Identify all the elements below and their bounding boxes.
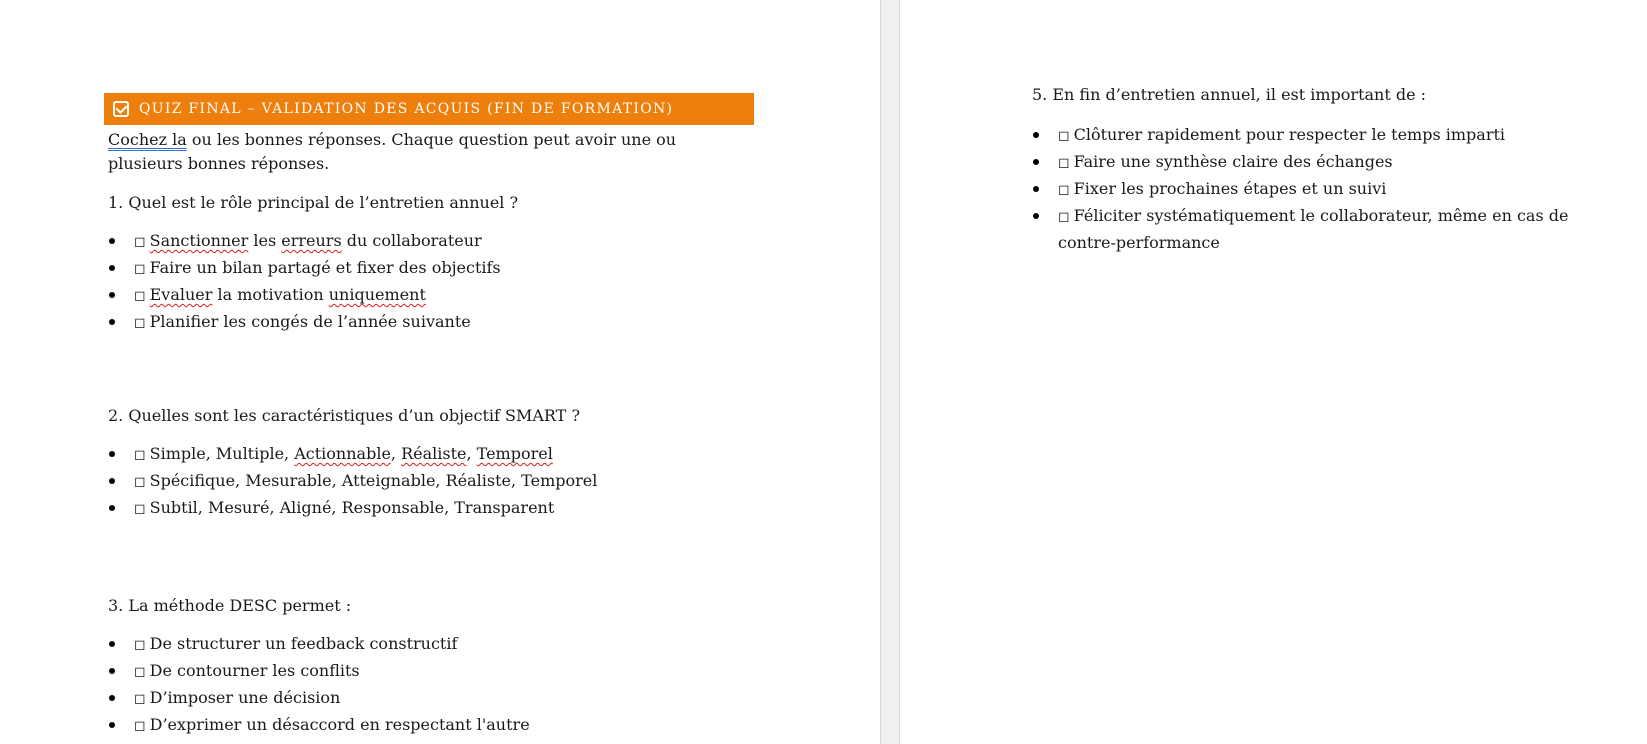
question-2-options <box>108 441 748 522</box>
question-3-title: 3. La méthode DESC permet : <box>108 596 352 615</box>
question-1-title: 1. Quel est le rôle principal de l’entretien annuel ? <box>108 193 519 212</box>
option-item[interactable]: ◻ De contourner les conflits <box>108 658 748 685</box>
option-item[interactable]: ◻ D’exprimer un désaccord en respectant l'autre <box>108 712 748 739</box>
option-item[interactable]: ◻ Féliciter systématiquement le collaborateur, même en cas de contre-performance <box>1032 203 1592 255</box>
checkbox-empty-icon[interactable]: ◻ <box>134 664 146 680</box>
question-2-title: 2. Quelles sont les caractéristiques d’un objectif SMART ? <box>108 406 581 425</box>
checkbox-empty-icon[interactable]: ◻ <box>134 234 146 250</box>
checkbox-empty-icon[interactable]: ◻ <box>134 637 146 653</box>
question-5-title: 5. En fin d’entretien annuel, il est important de : <box>1032 85 1427 104</box>
question-5 <box>1032 83 1592 255</box>
option-item[interactable]: ◻ Simple, Multiple, Actionnable, Réaliste, Temporel <box>108 441 748 468</box>
option-item[interactable]: ◻ Fixer les prochaines étapes et un suivi <box>1032 176 1592 203</box>
question-5-options <box>1032 122 1592 255</box>
option-item[interactable]: ◻ Faire un bilan partagé et fixer des objectifs <box>108 255 748 282</box>
option-item[interactable]: ◻ Spécifique, Mesurable, Atteignable, Réaliste, Temporel <box>108 468 748 495</box>
question-2 <box>108 404 748 522</box>
checkbox-empty-icon[interactable]: ◻ <box>134 501 146 517</box>
checkbox-empty-icon[interactable]: ◻ <box>134 474 146 490</box>
quiz-title: QUIZ FINAL – VALIDATION DES ACQUIS (FIN DE FORMATION) <box>139 101 674 117</box>
checkbox-empty-icon[interactable]: ◻ <box>134 288 146 304</box>
checkbox-empty-icon[interactable]: ◻ <box>134 691 146 707</box>
intro-underlined: Cochez la <box>108 130 187 149</box>
quiz-banner <box>104 93 754 125</box>
option-item[interactable]: ◻ Planifier les congés de l’année suivante <box>108 309 748 336</box>
checkbox-empty-icon[interactable]: ◻ <box>1058 209 1070 225</box>
checkbox-icon <box>113 101 129 117</box>
intro-text <box>108 128 748 176</box>
question-3-options <box>108 631 748 739</box>
intro-block <box>108 128 748 176</box>
question-3 <box>108 594 748 739</box>
intro-rest: ou les bonnes réponses. Chaque question peut avoir une ou plusieurs bonnes réponses. <box>108 130 677 173</box>
checkbox-empty-icon[interactable]: ◻ <box>1058 128 1070 144</box>
option-item[interactable]: ◻ De structurer un feedback constructif <box>108 631 748 658</box>
checkbox-empty-icon[interactable]: ◻ <box>1058 182 1070 198</box>
checkbox-empty-icon[interactable]: ◻ <box>134 447 146 463</box>
option-item[interactable]: ◻ D’imposer une décision <box>108 685 748 712</box>
question-1-options <box>108 228 748 336</box>
checkbox-empty-icon[interactable]: ◻ <box>134 261 146 277</box>
option-item[interactable]: ◻ Subtil, Mesuré, Aligné, Responsable, Transparent <box>108 495 748 522</box>
checkbox-empty-icon[interactable]: ◻ <box>134 315 146 331</box>
option-item[interactable]: ◻ Sanctionner les erreurs du collaborateur <box>108 228 748 255</box>
checkbox-empty-icon[interactable]: ◻ <box>1058 155 1070 171</box>
page-gutter <box>880 0 900 744</box>
question-1 <box>108 191 748 336</box>
option-item[interactable]: ◻ Clôturer rapidement pour respecter le temps imparti <box>1032 122 1592 149</box>
document-page-right <box>900 0 1647 744</box>
option-item[interactable]: ◻ Evaluer la motivation uniquement <box>108 282 748 309</box>
checkbox-empty-icon[interactable]: ◻ <box>134 718 146 734</box>
option-item[interactable]: ◻ Faire une synthèse claire des échanges <box>1032 149 1592 176</box>
